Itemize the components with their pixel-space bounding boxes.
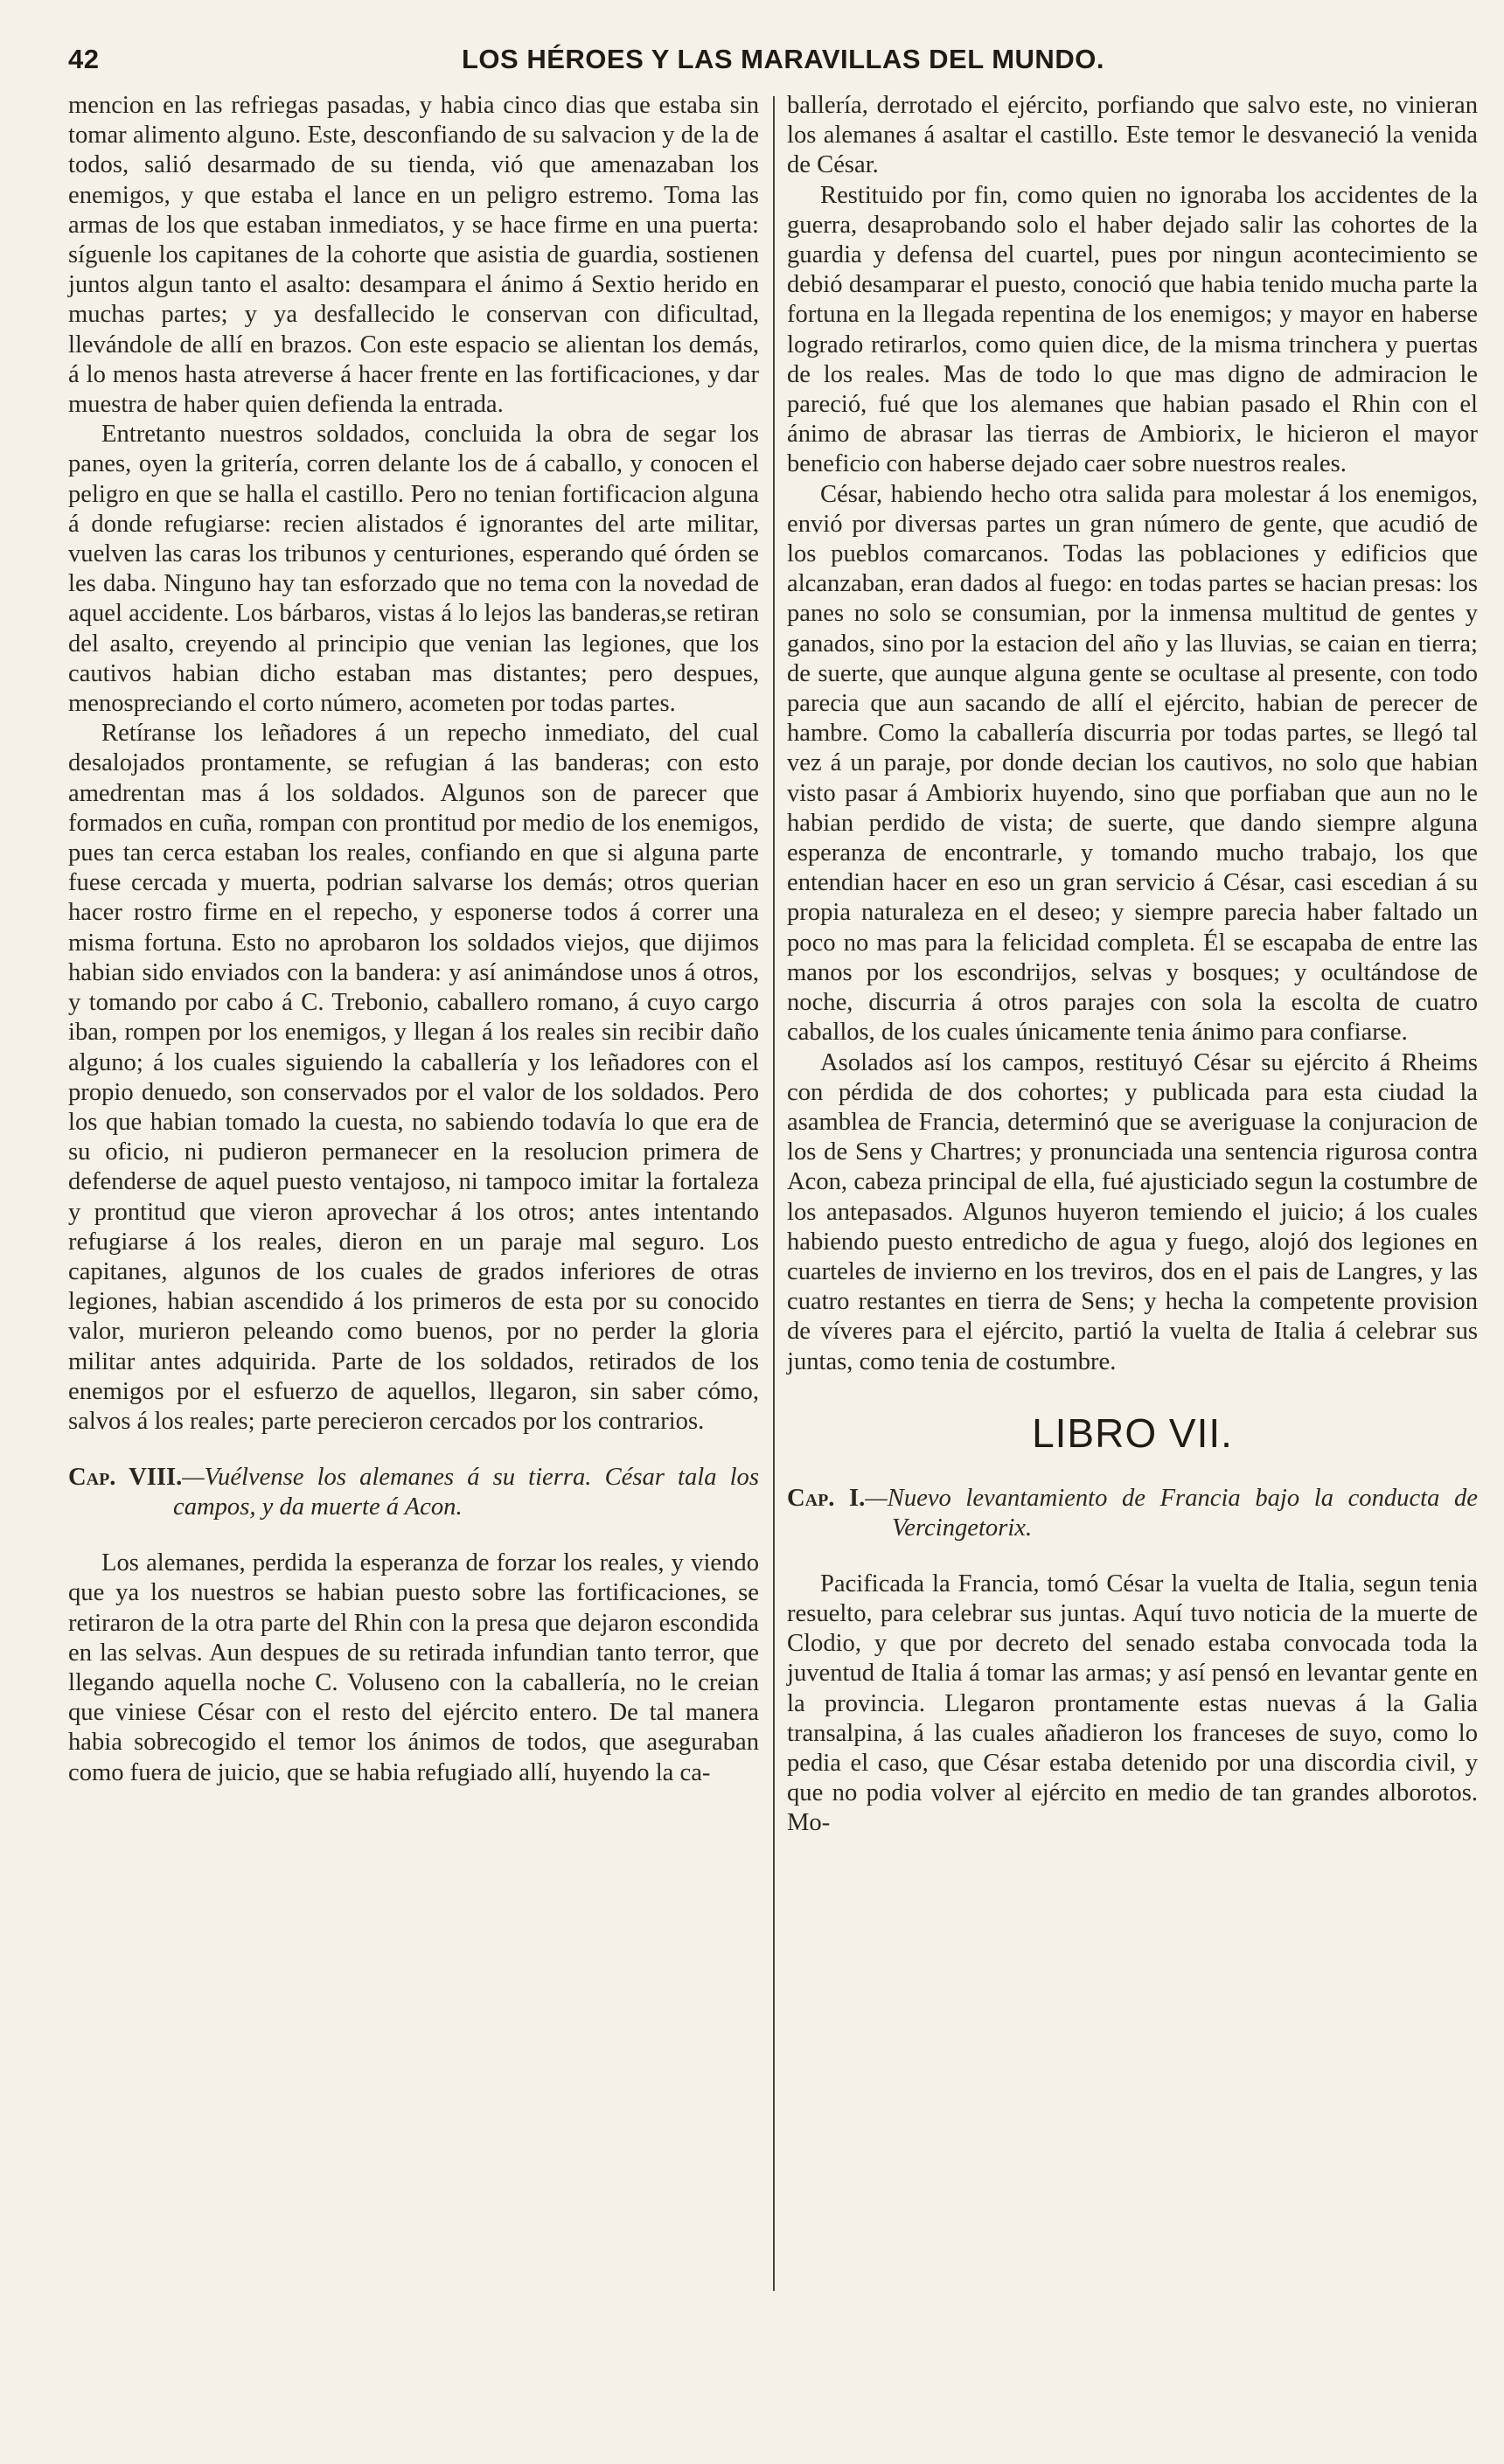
paragraph: Restituido por fin, como quien no ignoraba los accidentes de la guerra, desaprobando solo el haber dejado salir las cohortes de la guardia y defensa del cuartel, pues por ningun acontecimiento se debió desamparar el puesto, conoció que habia tenido mucha parte la fortuna en la llegada repentina de los enemigos; y mayor en haberse logrado retirarlos, como quien dice, de la misma trinchera y puertas de los reales. Mas de todo lo que mas digno de admiracion le pareció, fué que los alemanes que habian pasado el Rhin con el ánimo de abrasar las tierras de Ambiorix, le hicieron el mayor beneficio con haberse dejado caer sobre nuestros reales. — [787, 181, 1478, 478]
chapter-summary: —Nuevo levantamiento de Francia bajo la conducta de Vercingetorix. — [865, 1484, 1478, 1542]
left-column — [68, 91, 759, 1788]
paragraph: Los alemanes, perdida la esperanza de forzar los reales, y viendo que ya los nuestros se habian puesto sobre las fortificaciones, se retiraron de la otra parte del Rhin con la presa que dejaron escondida en las selvas. Aun despues de su retirada infundian tanto terror, que llegando aquella noche C. Voluseno con la caballería, no le creian que viniese César con el resto del ejército entero. De tal manera habia sobrecogido el temor los ánimos de todos, que aseguraban como fuera de juicio, que se habia refugiado allí, huyendo la ca- — [68, 1549, 759, 1786]
paragraph: Entretanto nuestros soldados, concluida la obra de segar los panes, oyen la gritería, corren delante los de á caballo, y conocen el peligro en que se halla el castillo. Pero no tenian fortificacion alguna á donde refugiarse: recien alistados é ignorantes del arte militar, vuelven las caras los tribunos y centuriones, esperando qué órden se les daba. Ninguno hay tan esforzado que no tema con la novedad de aquel accidente. Los bárbaros, vistas á lo lejos las banderas,se retiran del asalto, creyendo al principio que venian las legiones, que los cautivos habian dicho estaban mas distantes; pero despues, menospreciando el corto número, acometen por todas partes. — [68, 421, 760, 718]
chapter-label: Cap. VIII. — [68, 1464, 183, 1492]
paragraph: César, habiendo hecho otra salida para molestar á los enemigos, envió por diversas partes un gran número de gente, que acudió de los pueblos comarcanos. Todas las poblaciones y edificios que alcanzaban, eran dados al fuego: en todas partes se hacian presas: los panes no solo se consumian, por la inmensa multitud de gentes y ganados, sino por la estacion del año y las lluvias, se caian en tierra; de suerte, que aunque alguna gente se ocultase al presente, con todo parecia que aun sacando de allí el ejército, habian de perecer de hambre. Como la caballería discurria por todas partes, se llegó tal vez á un paraje, por donde decian los cautivos, no solo que habian visto pasar á Ambiorix huyendo, sino que porfiaban que aun no le habian perdido de vista; de suerte, que dando siempre alguna esperanza de encontrarle, y tomando mucho trabajo, los que entendian hacer en eso un gran servicio á César, casi escedian á su propia naturaleza en el deseo; y siempre parecia haber faltado un poco no mas para la felicidad completa. Él se escapaba de entre las manos por los escondrijos, selvas y bosques; y ocultándose de noche, discurria á otros parajes con sola la escolta de cuatro caballos, de los cuales únicamente tenia ánimo para confiarse. — [787, 480, 1478, 1047]
chapter-label: Cap. I. — [787, 1484, 866, 1512]
text-columns — [68, 91, 1485, 2434]
right-column — [787, 91, 1478, 1839]
paragraph: Retíranse los leñadores á un repecho inmediato, del cual desalojados prontamente, se refugian á las banderas; con esto amedrentan mas á los soldados. Algunos son de parecer que formados en cuña, rompan con prontitud por medio de los enemigos, pues tan cerca estaban los reales, confiando en que si alguna parte fuese cercada y muerta, podrian salvarse los demás; otros querian hacer rostro firme en el repecho, y esponerse todos á correr una misma fortuna. Esto no aprobaron los soldados viejos, que dijimos habian sido enviados con la bandera: y así animándose unos á otros, y tomando por cabo á C. Trebonio, caballero romano, á cuyo cargo iban, rompen por los enemigos, y llegan á los reales sin recibir daño alguno; á los cuales siguiendo la caballería y los leñadores con el propio denuedo, son conservados por el valor de los soldados. Pero los que habian tomado la cuesta, no sabiendo todavía lo que era de su oficio, ni pudieron permanecer en la resolucion primera de defenderse de aquel puesto ventajoso, ni tampoco imitar la fortaleza y prontitud que vieron aprovechar á los otros; antes intentando refugiarse á los reales, dieron en un paraje mal seguro. Los capitanes, algunos de los cuales de grados inferiores de otras legiones, habian ascendido á los primeros de esta por su conocido valor, murieron peleando como buenos, por no perder la gloria militar antes adquirida. Parte de los soldados, retirados de los enemigos por el esfuerzo de aquellos, llegaron, sin saber cómo, salvos á los reales; parte perecieron cercados por los contrarios. — [68, 720, 759, 1435]
paragraph: Asolados así los campos, restituyó César su ejército á Rheims con pérdida de dos cohortes; y publicada para esta ciudad la asamblea de Francia, determinó que se averiguase la conjuracion de los de Sens y Chartres; y pronunciada una sentencia rigurosa contra Acon, cabeza principal de ella, fué ajusticiado segun la costumbre de los antepasados. Algunos huyeron temiendo el juicio; á los cuales habiendo puesto entredicho de agua y fuego, alojó dos legiones en cuarteles de invierno en los treviros, dos en el pais de Langres, y las cuatro restantes en tierra de Sens; y hecha la competente provision de víveres para el ejército, partió la vuelta de Italia á celebrar sus juntas, como tenia de costumbre. — [787, 1048, 1478, 1375]
paragraph: mencion en las refriegas pasadas, y habia cinco dias que estaba sin tomar alimento alguno. Este, desconfiando de su salvacion y de la de todos, salió desarmado de su tienda, vió que amenazaban los enemigos, y que estaba el lance en un peligro estremo. Toma las armas de los que estaban inmediatos, y se hace firme en una puerta: síguenle los capitanes de la cohorte que asistia de guardia, sostienen juntos algun tanto el asalto: desampara el ánimo á Sextio herido en muchas partes; y ya desfallecido le conservan con dificultad, llevándole de allí en brazos. Con este espacio se alientan los demás, á lo menos hasta atreverse á hacer frente en las fortificaciones, y dar muestra de haber quien defienda la entrada. — [68, 92, 759, 419]
paragraph: Pacificada la Francia, tomó César la vuelta de Italia, segun tenia resuelto, para celebrar sus juntas. Aquí tuvo noticia de la muerte de Clodio, y que por decreto del senado estaba convocada toda la juventud de Italia á tomar las armas; y así pensó en levantar gente en la provincia. Llegaron prontamente estas nuevas á la Galia transalpina, á las cuales añadieron los franceses de suyo, como lo pedia el caso, que César estaba detenido por una discordia civil, y que no podia volver al ejército en medio de tan grandes alborotos. Mo- — [787, 1570, 1478, 1837]
chapter-summary: —Vuélvense los alemanes á su tierra. César tala los campos, y da muerte á Acon. — [173, 1464, 759, 1521]
running-title: LOS HÉROES Y LAS MARAVILLAS DEL MUNDO. — [462, 44, 1104, 74]
chapter-heading — [68, 1463, 759, 1522]
page-header — [68, 44, 1452, 82]
column-divider — [773, 96, 775, 2291]
chapter-heading — [787, 1484, 1478, 1543]
page-number: 42 — [68, 44, 100, 74]
paragraph: ballería, derrotado el ejército, porfiando que salvo este, no vinieran los alemanes á asaltar el castillo. Este temor le desvaneció la venida de César. — [787, 92, 1478, 179]
book-title: LIBRO VII. — [1032, 1409, 1233, 1456]
